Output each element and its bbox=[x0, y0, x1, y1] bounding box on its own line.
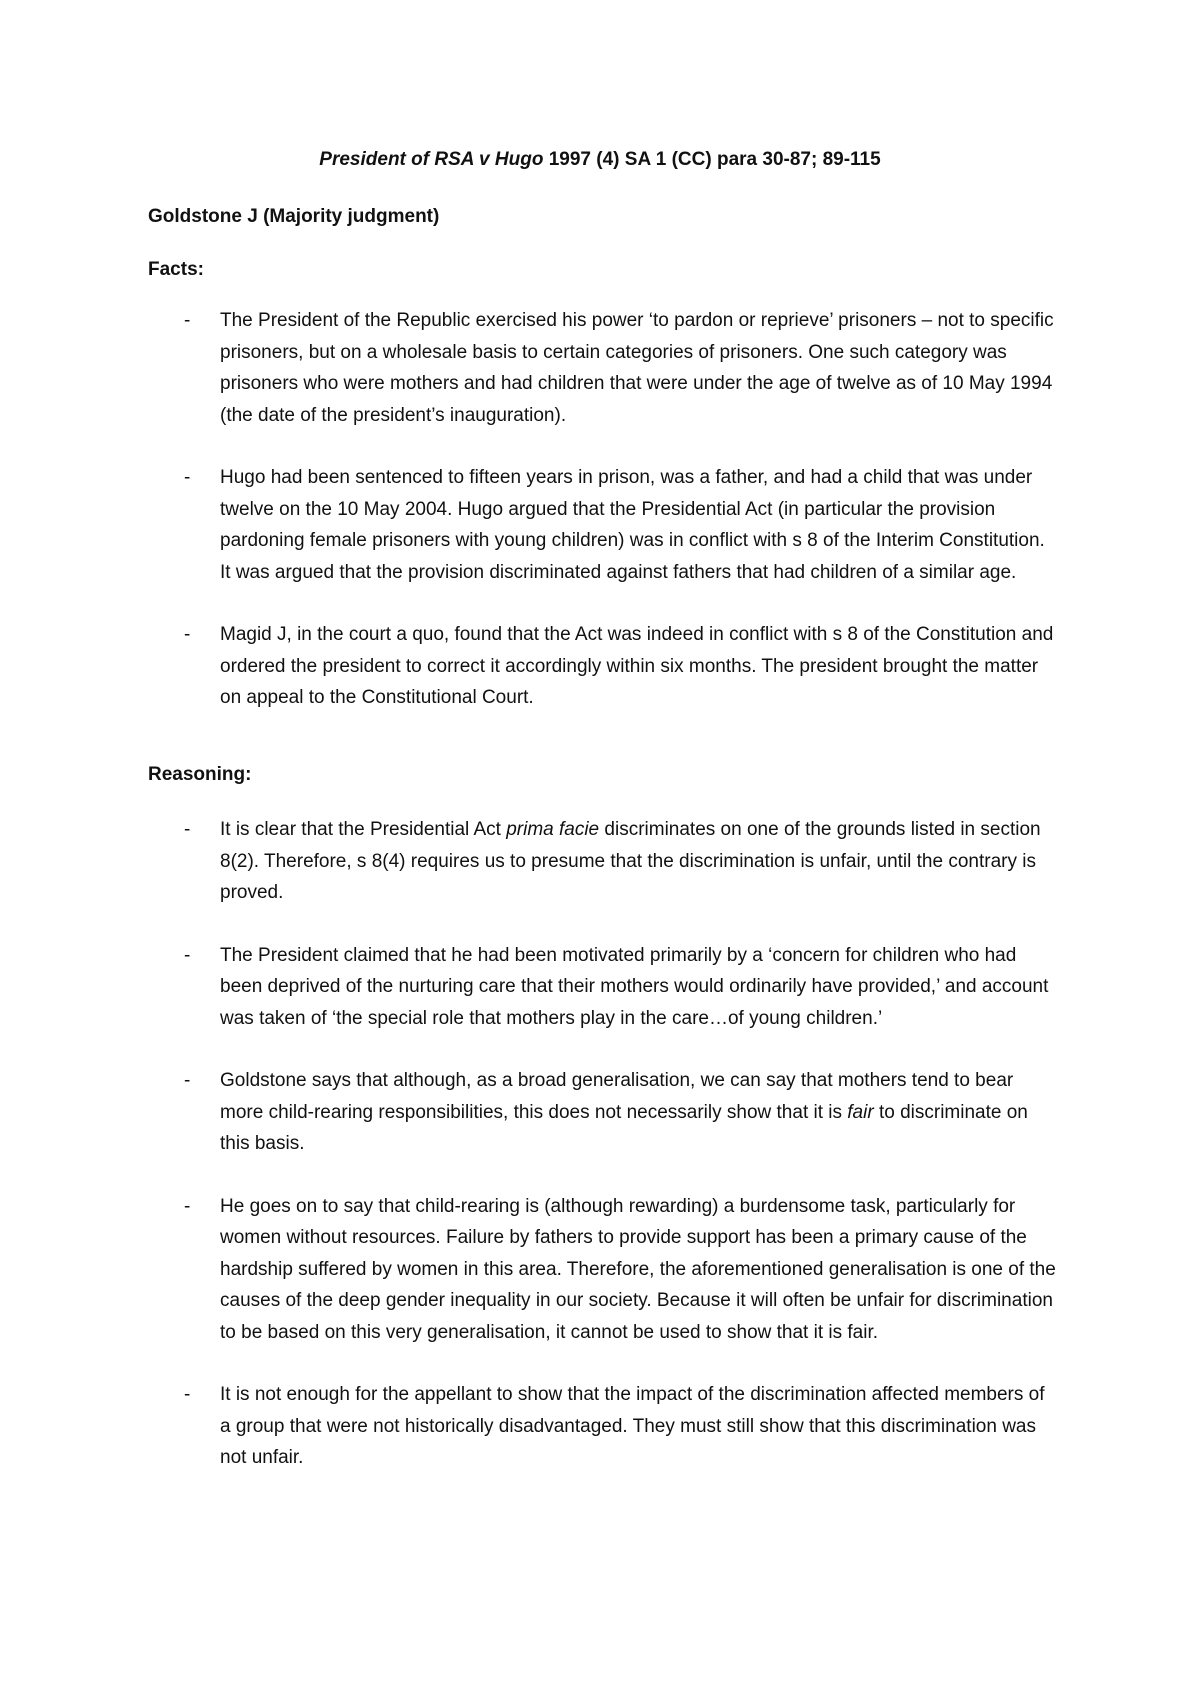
reasoning-item-text-end: discriminates on one of the grounds listed in section 8(2). Therefore, s 8(4) requires us to presume that the discrimination is unfair, until the contrary is proved. bbox=[220, 819, 1041, 903]
reasoning-item-emphasis: fair bbox=[847, 1101, 874, 1123]
facts-item bbox=[148, 305, 1058, 431]
document-title bbox=[0, 148, 1200, 172]
reasoning-item bbox=[148, 940, 1058, 1035]
reasoning-item bbox=[148, 814, 1058, 909]
reasoning-item-text-start: The President claimed that he had been motivated primarily by a ‘concern for children who had been deprived of the nurturing care that their mothers would ordinarily have provided,’ and account was taken of ‘the special role that mothers play in the care…of young children.’ bbox=[220, 944, 1049, 1029]
facts-list bbox=[148, 305, 1058, 745]
reasoning-item-emphasis: prima facie bbox=[506, 819, 600, 840]
reasoning-item-text-end: to discriminate on this basis. bbox=[220, 1101, 1028, 1154]
facts-item bbox=[148, 462, 1058, 588]
reasoning-item bbox=[148, 1191, 1058, 1349]
reasoning-item bbox=[148, 1379, 1058, 1474]
bullet-dash: - bbox=[184, 310, 191, 331]
facts-item-text: Magid J, in the court a quo, found that the Act was indeed in conflict with s 8 of the Constitution and ordered the president to correct it accordingly within six months. The president brought the matter on appeal to the Constitutional Court. bbox=[220, 624, 1054, 708]
bullet-dash: - bbox=[184, 467, 191, 488]
bullet-dash: - bbox=[184, 624, 191, 645]
reasoning-item-text-start: It is not enough for the appellant to show that the impact of the discrimination affected members of a group that were not historically disadvantaged. They must still show that this discrimination was not unfair. bbox=[220, 1384, 1045, 1468]
bullet-dash: - bbox=[184, 1195, 191, 1217]
facts-item-text: The President of the Republic exercised his power ‘to pardon or reprieve’ prisoners – not to specific prisoners, but on a wholesale basis to certain categories of prisoners. One such category was prisoners who were mothers and had children that were under the age of twelve as of 10 May 1994 (the date of the president’s inauguration). bbox=[220, 310, 1054, 426]
facts-heading: Facts: bbox=[148, 259, 204, 280]
judge-heading: Goldstone J (Majority judgment) bbox=[148, 206, 440, 227]
bullet-dash: - bbox=[184, 819, 191, 840]
reasoning-item-text-start: Goldstone says that although, as a broad generalisation, we can say that mothers tend to bear more child-rearing responsibilities, this does not necessarily show that it is bbox=[220, 1070, 1014, 1123]
reasoning-item-text-start: He goes on to say that child-rearing is (although rewarding) a burdensome task, particularly for women without resources. Failure by fathers to provide support has been a primary cause of the hardship suffered by women in this area. Therefore, the aforementioned generalisation is one of the causes of the deep gender inequality in our society. Because it will often be unfair for discrimination to be based on this very generalisation, it cannot be used to show that it is fair. bbox=[220, 1195, 1056, 1343]
reasoning-heading: Reasoning: bbox=[148, 764, 252, 785]
reasoning-item-text-start: It is clear that the Presidential Act bbox=[220, 819, 507, 840]
bullet-dash: - bbox=[184, 1384, 191, 1405]
case-citation: 1997 (4) SA 1 (CC) para 30-87; 89-115 bbox=[543, 149, 881, 170]
facts-item bbox=[148, 619, 1058, 714]
bullet-dash: - bbox=[184, 944, 191, 966]
reasoning-item bbox=[148, 1065, 1058, 1160]
reasoning-list bbox=[148, 814, 1058, 1505]
case-name: President of RSA v Hugo bbox=[319, 149, 544, 170]
bullet-dash: - bbox=[184, 1070, 191, 1091]
facts-item-text: Hugo had been sentenced to fifteen years in prison, was a father, and had a child that was under twelve on the 10 May 2004. Hugo argued that the Presidential Act (in particular the provision pardoning female prisoners with young children) was in conflict with s 8 of the Interim Constitution. It was argued that the provision discriminated against fathers that had children of a similar age. bbox=[220, 467, 1045, 583]
